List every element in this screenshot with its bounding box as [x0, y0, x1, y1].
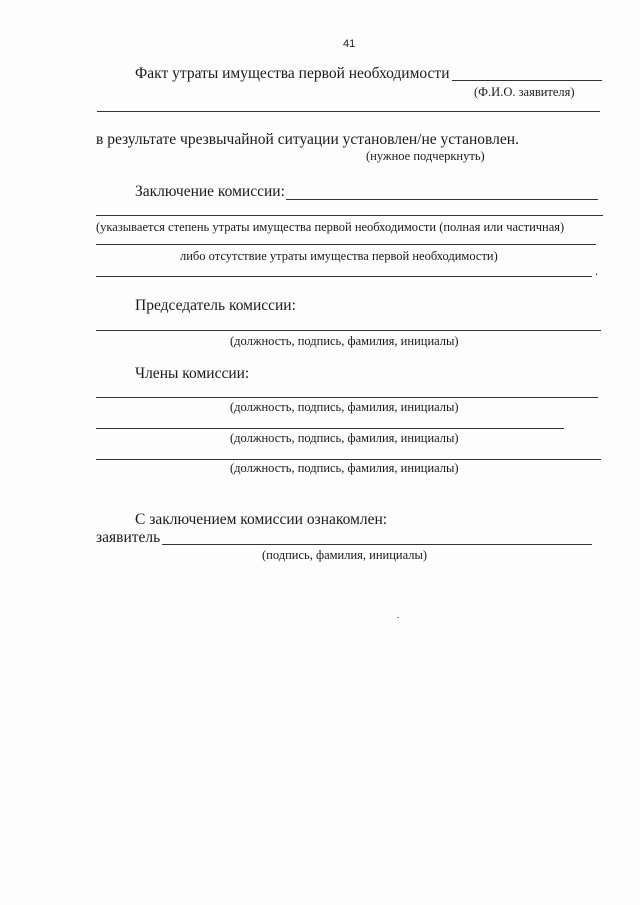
member-signature-line[interactable] — [96, 459, 601, 460]
fio-continuation-line[interactable] — [97, 111, 600, 112]
conclusion-line-4[interactable] — [96, 276, 592, 277]
applicant-hint: (подпись, фамилия, инициалы) — [262, 548, 428, 562]
conclusion-line-3[interactable] — [96, 244, 596, 245]
members-label: Члены комиссии: — [135, 365, 250, 382]
trailing-period: . — [595, 264, 599, 278]
scan-speck — [397, 617, 399, 618]
member-hint: (должность, подпись, фамилия, инициалы) — [230, 400, 459, 414]
underline-hint: (нужное подчеркнуть) — [366, 149, 485, 163]
acquainted-label: С заключением комиссии ознакомлен: — [135, 511, 388, 528]
member-hint: (должность, подпись, фамилия, инициалы) — [230, 431, 459, 445]
fio-field-line[interactable] — [452, 80, 602, 81]
member-signature-line[interactable] — [96, 428, 564, 429]
conclusion-label: Заключение комиссии: — [135, 183, 285, 200]
fio-hint: (Ф.И.О. заявителя) — [474, 85, 575, 99]
result-text: в результате чрезвычайной ситуации установлен/не установлен. — [96, 131, 519, 148]
applicant-label: заявитель — [96, 529, 161, 546]
member-signature-line[interactable] — [96, 397, 598, 398]
chairman-label: Председатель комиссии: — [135, 297, 296, 314]
chairman-signature-line[interactable] — [96, 330, 601, 331]
page-number: 41 — [343, 38, 356, 50]
chairman-hint: (должность, подпись, фамилия, инициалы) — [230, 334, 459, 348]
member-hint: (должность, подпись, фамилия, инициалы) — [230, 461, 459, 475]
conclusion-field-line[interactable] — [286, 199, 598, 200]
applicant-signature-line[interactable] — [162, 544, 592, 545]
conclusion-hint-2: либо отсутствие утраты имущества первой необходимости) — [180, 249, 498, 263]
conclusion-line-2[interactable] — [96, 215, 603, 216]
fact-label: Факт утраты имущества первой необходимости — [135, 65, 450, 82]
conclusion-hint-1: (указывается степень утраты имущества первой необходимости (полная или частичная) — [96, 220, 565, 234]
